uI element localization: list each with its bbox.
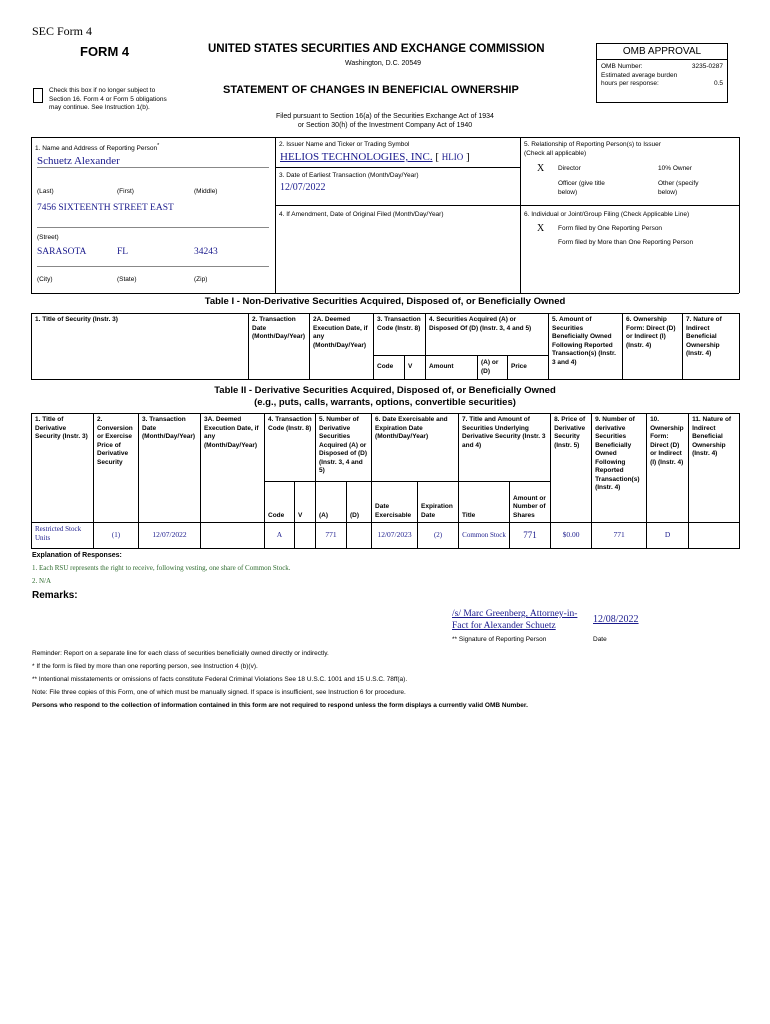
remarks-title: Remarks: (32, 590, 78, 601)
t2-d: (D) (347, 482, 372, 523)
t2-col2: 2. Conversion or Exercise Price of Derivative Security (94, 414, 139, 523)
state-value: FL (117, 247, 129, 257)
row-security: Restricted Stock Units (32, 523, 94, 549)
row-date: 12/07/2022 (139, 523, 201, 549)
note-multiple: * If the form is filed by more than one reporting person, see Instruction 4 (b)(v). (32, 663, 258, 670)
t2-code: Code (265, 482, 295, 523)
commission-title: UNITED STATES SECURITIES AND EXCHANGE COMMISSION (208, 43, 545, 55)
box4-label: 4. If Amendment, Date of Original Filed (Month/Day/Year) (279, 211, 444, 218)
document-label: SEC Form 4 (32, 24, 93, 38)
zip-label: (Zip) (194, 276, 208, 283)
t2-a: (A) (316, 482, 347, 523)
ticker-symbol: HLIO (441, 152, 464, 162)
t2-expiration: Expiration Date (418, 482, 459, 523)
ten-percent-owner-label: 10% Owner (658, 165, 692, 172)
t2-col4: 4. Transaction Code (Instr. 8) (265, 414, 316, 482)
t2-col11: 11. Nature of Indirect Beneficial Ownership (Instr. 4) (689, 414, 740, 523)
location: Washington, D.C. 20549 (345, 60, 422, 67)
one-person-label: Form filed by One Reporting Person (558, 225, 663, 232)
box3-label: 3. Date of Earliest Transaction (Month/Day/Year) (279, 172, 419, 179)
zip-value: 34243 (194, 247, 218, 257)
signature-date: 12/08/2022 (593, 614, 639, 625)
t1-col3: 3. Transaction Code (Instr. 8) (374, 314, 426, 356)
section16-checkbox[interactable] (33, 88, 43, 103)
burden-value: 0.5 (713, 80, 723, 87)
form-title: FORM 4 (80, 44, 130, 59)
one-person-mark[interactable]: X (537, 223, 545, 234)
checkbox-text: Check this box if no longer subject to Section 16. Form 4 or Form 5 obligations may continue. See Instruction 1(b). (49, 87, 167, 111)
director-label: Director (558, 165, 581, 172)
t1-v: V (405, 356, 426, 380)
t2-date-exercisable: Date Exercisable (372, 482, 418, 523)
t1-col2a: 2A. Deemed Execution Date, if any (Month/Day/Year) (310, 314, 374, 380)
t1-code: Code (374, 356, 405, 380)
t2-col3a: 3A. Deemed Execution Date, if any (Month/Day/Year) (201, 414, 265, 523)
note-reminder: Reminder: Report on a separate line for each class of securities beneficially owned directly or indirectly. (32, 650, 329, 657)
t2-col10: 10. Ownership Form: Direct (D) or Indirect (I) (Instr. 4) (647, 414, 689, 523)
t1-aord: (A) or (D) (478, 356, 508, 380)
t1-amount: Amount (426, 356, 478, 380)
omb-title: OMB APPROVAL (597, 44, 727, 60)
table2 (31, 413, 740, 549)
reporting-person-name: Schuetz Alexander (37, 155, 269, 168)
burden-label: Estimated average burden (601, 71, 678, 79)
t2-col7: 7. Title and Amount of Securities Underlying Derivative Security (Instr. 3 and 4) (459, 414, 551, 482)
table1-title: Table I - Non-Derivative Securities Acquired, Disposed of, or Beneficially Owned (204, 296, 566, 307)
state-label: (State) (117, 276, 137, 283)
row-code: A (265, 523, 295, 549)
omb-approval-box: OMB APPROVAL OMB Number: 3235-0287 Estimated average burden hours per response: 0.5 (596, 43, 728, 103)
row-expiration: (2) (418, 523, 459, 549)
final-note: Persons who respond to the collection of information contained in this form are not required to respond unless the form displays a currently valid OMB Number. (32, 702, 528, 709)
row-acquired: 771 (316, 523, 347, 549)
t1-col7: 7. Nature of Indirect Beneficial Ownership (Instr. 4) (683, 314, 740, 380)
t2-col3: 3. Transaction Date (Month/Day/Year) (139, 414, 201, 523)
t1-price: Price (508, 356, 549, 380)
row-form: D (647, 523, 689, 549)
first-label: (First) (117, 188, 134, 195)
other-label: Other (specify below) (658, 180, 699, 196)
table1 (31, 313, 740, 380)
t1-col6: 6. Ownership Form: Direct (D) or Indirect (I) (Instr. 4) (623, 314, 683, 380)
t2-col1: 1. Title of Derivative Security (Instr. 3) (32, 414, 94, 523)
footnote-1: 1. Each RSU represents the right to receive, following vesting, one share of Common Stock. (32, 564, 291, 572)
city-label: (City) (37, 276, 53, 283)
director-mark[interactable]: X (537, 163, 545, 174)
row-price: $0.00 (551, 523, 592, 549)
t2-col6: 6. Date Exercisable and Expiration Date (Month/Day/Year) (372, 414, 459, 482)
t2-col5: 5. Number of Derivative Securities Acquired (A) or Disposed of (D) (Instr. 3, 4 and 5) (316, 414, 372, 482)
box2-label: 2. Issuer Name and Ticker or Trading Symbol (279, 141, 410, 148)
t1-col4: 4. Securities Acquired (A) or Disposed Of (D) (Instr. 3, 4 and 5) (426, 314, 549, 356)
signature: /s/ Marc Greenberg, Attorney-in- Fact for Alexander Schuetz (452, 609, 578, 631)
table2-title: Table II - Derivative Securities Acquired, Disposed of, or Beneficially Owned (e.g., puts, calls, warrants, options, convertible securities) (214, 385, 556, 408)
officer-label: Officer (give title below) (558, 180, 605, 196)
table-row (32, 523, 740, 549)
box6-label: 6. Individual or Joint/Group Filing (Check Applicable Line) (524, 211, 690, 218)
box5-label: 5. Relationship of Reporting Person(s) to Issuer (Check all applicable) (524, 141, 661, 157)
t2-col8: 8. Price of Derivative Security (Instr. 5) (551, 414, 592, 523)
date-label: Date (593, 636, 607, 643)
footnote-2: 2. N/A (32, 577, 52, 585)
last-label: (Last) (37, 188, 54, 195)
t2-title: Title (459, 482, 510, 523)
row-amount: 771 (510, 523, 551, 549)
t1-col1: 1. Title of Security (Instr. 3) (32, 314, 249, 380)
middle-label: (Middle) (194, 188, 218, 195)
city-value: SARASOTA (37, 247, 87, 257)
street-label: (Street) (37, 234, 59, 241)
omb-number-value: 3235-0287 (691, 63, 723, 70)
t2-v: V (295, 482, 316, 523)
box1-label: 1. Name and Address of Reporting Person* (35, 143, 160, 153)
row-exercisable: 12/07/2023 (372, 523, 418, 549)
t2-col9: 9. Number of derivative Securities Beneficially Owned Following Reported Transaction(s) (Instr. 4) (592, 414, 647, 523)
issuer-name: HELIOS TECHNOLOGIES, INC. [ HLIO ] (280, 151, 470, 163)
earliest-transaction-date: 12/07/2022 (280, 182, 326, 193)
t1-col2: 2. Transaction Date (Month/Day/Year) (249, 314, 310, 380)
omb-number-label: OMB Number: (601, 63, 643, 70)
row-conversion: (1) (94, 523, 139, 549)
row-owned: 771 (592, 523, 647, 549)
t1-col5: 5. Amount of Securities Beneficially Owned Following Reported Transaction(s) (Instr. 3 and 4) (549, 314, 623, 380)
more-persons-label: Form filed by More than One Reporting Person (558, 239, 694, 246)
row-title: Common Stock (459, 523, 510, 549)
statement-title: STATEMENT OF CHANGES IN BENEFICIAL OWNERSHIP (223, 84, 519, 96)
signature-label: ** Signature of Reporting Person (452, 636, 547, 643)
street-value: 7456 SIXTEENTH STREET EAST (37, 203, 269, 228)
t2-amount-shares: Amount or Number of Shares (510, 482, 551, 523)
note-misstatements: ** Intentional misstatements or omissions of facts constitute Federal Criminal Violations See 18 U.S.C. 1001 and 15 U.S.C. 78ff(a). (32, 676, 408, 683)
note-copies: Note: File three copies of this Form, one of which must be manually signed. If space is insufficient, see Instruction 6 for procedure. (32, 689, 406, 696)
filed-pursuant: Filed pursuant to Section 16(a) of the Securities Exchange Act of 1934 or Section 30(h) of the Investment Company Act of 1940 (276, 113, 494, 129)
explanation-title: Explanation of Responses: (32, 552, 122, 559)
